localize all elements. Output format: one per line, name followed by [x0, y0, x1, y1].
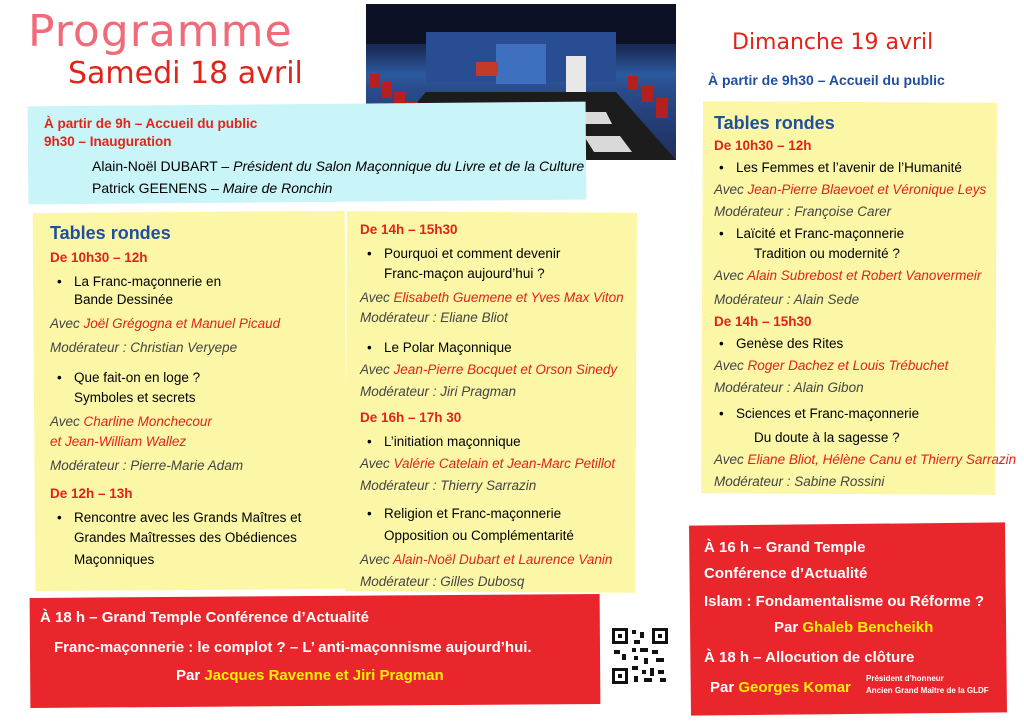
sat-l-talk-1: • La Franc-maçonnerie en [74, 274, 221, 290]
sat-r-talk-1-speakers [360, 290, 624, 306]
sat-l-talk-3: • Rencontre avec les Grands Maîtres et [74, 510, 301, 526]
speaker-2-role: Maire de Ronchin [222, 180, 333, 196]
speakers: Joël Grégogna et Manuel Picaud [83, 316, 281, 331]
sat-l-talk-2: • Que fait-on en loge ? [74, 370, 200, 386]
sun-time-2: De 14h – 15h30 [714, 314, 812, 329]
speaker: Ghaleb Bencheikh [802, 619, 934, 636]
sun-talk-2-speakers [714, 268, 981, 284]
par-label: Par [710, 679, 735, 696]
sunday-date: Dimanche 19 avril [732, 30, 934, 55]
sat-l-talk-1-b: Bande Dessinée [74, 292, 174, 307]
speakers: Valérie Catelain et Jean-Marc Petillot [393, 456, 616, 471]
sun-talk-2: • Laïcité et Franc-maçonnerie [736, 226, 904, 242]
sat-r-talk-1-b: Franc-maçon aujourd’hui ? [384, 266, 545, 281]
avec-label: Avec [714, 358, 744, 373]
intro-welcome: À partir de 9h – Accueil du public [44, 116, 258, 131]
speakers: Jacques Ravenne et Jiri Pragman [204, 667, 444, 684]
sat-r-talk-2: • Le Polar Maçonnique [384, 340, 512, 356]
avec-label: Avec [360, 362, 390, 377]
sat-r-talk-2-speakers [360, 362, 617, 378]
speakers: Jean-Pierre Blaevoet et Véronique Leys [747, 182, 987, 197]
speakers: Jean-Pierre Bocquet et Orson Sinedy [393, 362, 618, 377]
sun-conf-speaker-2 [710, 680, 851, 696]
intro-inauguration: 9h30 – Inauguration [44, 134, 172, 149]
speakers: Eliane Bliot, Hélène Canu et Thierry Sarrazin [747, 452, 1017, 467]
sat-l-talk-3-b: Grandes Maîtresses des Obédiences [74, 530, 297, 545]
avec-label: Avec [50, 414, 80, 429]
avec-label: Avec [50, 316, 80, 331]
sat-conf-line-2: Franc-maçonnerie : le complot ? – L’ anti-maçonnisme aujourd’hui. [54, 639, 532, 656]
sat-r-talk-3-mod: Modérateur : Thierry Sarrazin [360, 478, 537, 493]
avec-label: Avec [714, 452, 744, 467]
sun-talk-2-mod: Modérateur : Alain Sede [714, 292, 860, 307]
speakers: Alain-Noël Dubart et Laurence Vanin [393, 552, 613, 567]
sat-l-talk-1-speakers [50, 316, 280, 332]
speaker-1-role: Président du Salon Maçonnique du Livre et de la Culture [233, 158, 585, 174]
sat-r-talk-1: • Pourquoi et comment devenir [384, 246, 560, 262]
sat-right-time-2: De 16h – 17h 30 [360, 410, 462, 425]
sun-heading: Tables rondes [714, 113, 835, 133]
sun-talk-4-mod: Modérateur : Sabine Rossini [714, 474, 885, 489]
sat-r-talk-4-b: Opposition ou Complémentarité [384, 528, 574, 543]
sun-conf-note-2: Ancien Grand Maître de la GLDF [866, 686, 989, 695]
avec-label: Avec [714, 268, 744, 283]
sun-talk-1-speakers [714, 182, 986, 198]
sun-talk-4-speakers [714, 452, 1016, 468]
page-title: Programme [28, 6, 293, 57]
sun-conf-note-1: Président d’honneur [866, 674, 944, 683]
sat-l-talk-2-speakers-b: et Jean-William Wallez [50, 434, 187, 449]
sat-r-talk-4-mod: Modérateur : Gilles Dubosq [360, 574, 525, 589]
avec-label: Avec [360, 290, 390, 305]
sat-r-talk-3: • L’initiation maçonnique [384, 434, 521, 450]
sun-conf-line-1: À 16 h – Grand Temple [704, 539, 866, 556]
avec-label: Avec [360, 456, 390, 471]
sun-talk-2-b: Tradition ou modernité ? [754, 246, 900, 261]
sun-talk-3-speakers [714, 358, 948, 374]
sat-left-time-1: De 10h30 – 12h [50, 250, 148, 265]
sat-r-talk-4-speakers [360, 552, 612, 568]
sat-conf-speakers [176, 668, 444, 684]
sun-conf-line-3: Islam : Fondamentalisme ou Réforme ? [704, 593, 985, 610]
par-label: Par [774, 619, 799, 636]
sun-talk-1-mod: Modérateur : Françoise Carer [714, 204, 892, 219]
sat-l-talk-2-speakers [50, 414, 212, 430]
sat-l-talk-2-mod: Modérateur : Pierre-Marie Adam [50, 458, 244, 473]
sat-r-talk-3-speakers [360, 456, 615, 472]
sat-conf-line-1: À 18 h – Grand Temple Conférence d’Actualité [40, 609, 369, 626]
speakers: Roger Dachez et Louis Trébuchet [747, 358, 949, 373]
saturday-date: Samedi 18 avril [68, 56, 303, 91]
qr-code[interactable] [610, 626, 670, 686]
sat-heading: Tables rondes [50, 223, 171, 243]
sun-time-1: De 10h30 – 12h [714, 138, 812, 153]
sat-r-talk-2-mod: Modérateur : Jiri Pragman [360, 384, 517, 399]
sun-conf-speaker-1 [774, 620, 933, 636]
sun-talk-3: • Genèse des Rites [736, 336, 843, 352]
speaker-1-name: Alain-Noël DUBART – [92, 158, 230, 174]
sat-l-talk-3-c: Maçonniques [74, 552, 155, 567]
sat-left-time-2: De 12h – 13h [50, 486, 133, 501]
speakers: Charline Monchecour [83, 414, 212, 429]
sun-conf-line-4: À 18 h – Allocution de clôture [704, 649, 915, 666]
intro-speaker-1 [92, 158, 584, 174]
speakers: Elisabeth Guemene et Yves Max Viton [393, 290, 624, 305]
avec-label: Avec [714, 182, 744, 197]
sunday-welcome: À partir de 9h30 – Accueil du public [708, 72, 945, 88]
sat-r-talk-1-mod: Modérateur : Eliane Bliot [360, 310, 508, 325]
par-label: Par [176, 667, 201, 684]
sun-talk-1: • Les Femmes et l’avenir de l’Humanité [736, 160, 962, 176]
qr-code-icon [610, 626, 670, 686]
speaker-2-name: Patrick GEENENS – [92, 180, 219, 196]
sun-talk-4: • Sciences et Franc-maçonnerie [736, 406, 919, 422]
avec-label: Avec [360, 552, 390, 567]
sat-l-talk-1-mod: Modérateur : Christian Veryepe [50, 340, 238, 355]
sat-l-talk-2-b: Symboles et secrets [74, 390, 196, 405]
sun-talk-3-mod: Modérateur : Alain Gibon [714, 380, 864, 395]
sun-conf-line-2: Conférence d’Actualité [704, 565, 868, 582]
speaker: Georges Komar [738, 679, 851, 696]
intro-speaker-2 [92, 180, 332, 196]
sat-r-talk-4: • Religion et Franc-maçonnerie [384, 506, 561, 522]
sun-talk-4-b: Du doute à la sagesse ? [754, 430, 900, 445]
speakers: Alain Subrebost et Robert Vanovermeir [747, 268, 982, 283]
sat-right-time-1: De 14h – 15h30 [360, 222, 458, 237]
